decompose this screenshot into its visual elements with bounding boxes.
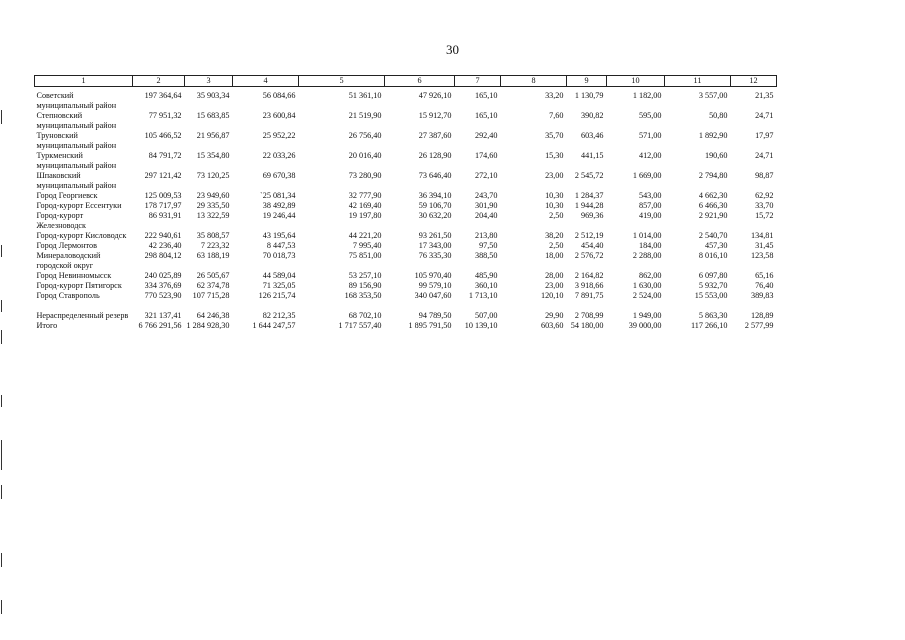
table-cell: 360,10 (474, 281, 498, 290)
table-cell: 93 261,50 (418, 231, 452, 240)
table-cell: 321 137,41 (144, 311, 182, 320)
table-cell: 1 949,00 (632, 311, 662, 320)
margin-mark (1, 300, 2, 312)
table-cell: `25 081,34 (260, 191, 296, 200)
margin-mark (1, 600, 2, 614)
table-cell: 73 120,25 (196, 171, 230, 180)
table-cell: 44 589,04 (262, 271, 296, 280)
table-cell: 15,72 (755, 211, 774, 220)
table-cell: 24,71 (755, 151, 774, 160)
table-cell: 128,89 (750, 311, 774, 320)
header-cell: 9 (566, 76, 606, 87)
margin-mark (1, 110, 2, 124)
table-cell: 105 466,52 (144, 131, 182, 140)
table-cell: 76,40 (755, 281, 774, 290)
row-name: Туркменский муниципальный район (36, 151, 117, 170)
table-cell: 31,45 (755, 241, 774, 250)
margin-mark (1, 440, 2, 470)
table-cell: 8 016,10 (698, 251, 728, 260)
table-cell: 7 891,75 (574, 291, 604, 300)
row-name: Город Ставрополь (36, 291, 100, 300)
table-cell: 32 777,90 (348, 191, 382, 200)
table-cell: 27 387,60 (418, 131, 452, 140)
table-cell: 770 523,90 (144, 291, 182, 300)
table-cell: 2,50 (549, 211, 564, 220)
table-cell: 292,40 (474, 131, 498, 140)
table-cell: 22 033,26 (262, 151, 296, 160)
table-cell: 23 600,84 (262, 111, 296, 120)
table-cell: 38,20 (545, 231, 564, 240)
table-cell: 51 361,10 (348, 91, 382, 100)
table-cell: 123,58 (750, 251, 774, 260)
table-cell: 2 540,70 (698, 231, 728, 240)
table-row (35, 231, 777, 241)
table-cell: 26 128,90 (418, 151, 452, 160)
table-cell: 190,60 (704, 151, 728, 160)
table-cell: 15 912,70 (418, 111, 452, 120)
table-cell: 126 215,74 (258, 291, 296, 300)
table-row (35, 241, 777, 251)
table-cell: 240 025,89 (144, 271, 182, 280)
row-name: Город-курорт Пятигорск (36, 281, 122, 290)
row-name: Город-курорт Ессентуки (36, 201, 122, 210)
table-cell: 419,00 (638, 211, 662, 220)
table-cell: 26 756,40 (348, 131, 382, 140)
table-cell: 243,70 (474, 191, 498, 200)
table-row (35, 211, 777, 231)
table-cell: 1 284,37 (574, 191, 604, 200)
table-cell: 68 702,10 (348, 311, 382, 320)
row-name: Город-курорт Кисловодск (36, 231, 127, 240)
table-cell: 454,40 (580, 241, 604, 250)
table-cell: 105 970,40 (414, 271, 452, 280)
header-cell: 1 (35, 76, 133, 87)
table-cell: 120,10 (540, 291, 564, 300)
table-cell: 24,71 (755, 111, 774, 120)
table-cell: 174,60 (474, 151, 498, 160)
table-cell: 2,50 (549, 241, 564, 250)
row-name: Итого (36, 321, 58, 330)
table-cell: 84 791,72 (148, 151, 182, 160)
table-cell: 1 895 791,50 (408, 321, 452, 330)
table-cell: 485,90 (474, 271, 498, 280)
table-cell: 2 524,00 (632, 291, 662, 300)
header-cell: 11 (664, 76, 730, 87)
table-cell: 75 851,00 (348, 251, 382, 260)
table-cell: 595,00 (638, 111, 662, 120)
table-cell: 1 014,00 (632, 231, 662, 240)
table-cell: 47 926,10 (418, 91, 452, 100)
table-body (35, 87, 777, 332)
table-cell: 43 195,64 (262, 231, 296, 240)
table-cell: 1 644 247,57 (252, 321, 296, 330)
table-cell: 36 394,10 (418, 191, 452, 200)
table-cell: 297 121,42 (144, 171, 182, 180)
table-cell: 64 246,38 (196, 311, 230, 320)
table-cell: 603,46 (580, 131, 604, 140)
table-cell: 19 246,44 (262, 211, 296, 220)
table-cell: 213,80 (474, 231, 498, 240)
table-cell: 73 646,40 (418, 171, 452, 180)
margin-mark (1, 330, 2, 344)
table-cell: 44 221,20 (348, 231, 382, 240)
table-cell: 7 995,40 (352, 241, 382, 250)
row-name: Минераловодский городской округ (36, 251, 101, 270)
table-cell: 571,00 (638, 131, 662, 140)
header-row (35, 76, 777, 87)
table-cell: 42 236,40 (148, 241, 182, 250)
table-cell: 165,10 (474, 111, 498, 120)
table-cell: 969,36 (580, 211, 604, 220)
margin-mark (1, 553, 2, 567)
table-cell: 125 009,53 (144, 191, 182, 200)
table-cell: 2 921,90 (698, 211, 728, 220)
table-cell: 222 940,61 (144, 231, 182, 240)
row-name: Шпаковский муниципальный район (36, 171, 117, 190)
table-row (35, 91, 777, 111)
table-cell: 2 708,99 (574, 311, 604, 320)
table-row (35, 311, 777, 321)
table-cell: 15 354,80 (196, 151, 230, 160)
margin-mark (1, 245, 2, 257)
table-cell: 5 863,30 (698, 311, 728, 320)
table-cell: 30 632,20 (418, 211, 452, 220)
table-cell: 2 512,19 (574, 231, 604, 240)
row-name: Труновский муниципальный район (36, 131, 117, 150)
table-row (35, 281, 777, 291)
table-cell: 334 376,69 (144, 281, 182, 290)
row-name: Город Лермонтов (36, 241, 97, 250)
table-row (35, 251, 777, 271)
table-cell: 98,87 (755, 171, 774, 180)
table-cell: 29,90 (545, 311, 564, 320)
table-cell: 65,16 (755, 271, 774, 280)
header-cell: 7 (454, 76, 500, 87)
table-cell: 7 223,32 (200, 241, 230, 250)
table-cell: 29 335,50 (196, 201, 230, 210)
table-cell: 15 683,85 (196, 111, 230, 120)
margin-mark (1, 395, 2, 407)
table-cell: 1 130,79 (574, 91, 604, 100)
table-cell: 35 903,34 (196, 91, 230, 100)
table-cell: 10 139,10 (464, 321, 498, 330)
row-name: Советский муниципальный район (36, 91, 117, 110)
header-cell: 5 (298, 76, 384, 87)
table-cell: 26 505,67 (196, 271, 230, 280)
row-name: Нераспределенный резерв (36, 311, 129, 320)
table-cell: 10,30 (545, 191, 564, 200)
table-cell: 168 353,50 (344, 291, 382, 300)
table-cell: 28,00 (545, 271, 564, 280)
table-cell: 6 466,30 (698, 201, 728, 210)
table-cell: 301,90 (474, 201, 498, 210)
table-cell: 3 557,00 (698, 91, 728, 100)
table-row (35, 111, 777, 131)
table-cell: 63 188,19 (196, 251, 230, 260)
table-cell: 17,97 (755, 131, 774, 140)
table-cell: 6 766 291,56 (138, 321, 182, 330)
table-cell: 412,00 (638, 151, 662, 160)
table-row (35, 321, 777, 331)
table-header (35, 76, 777, 87)
row-name: Город Георгиевск (36, 191, 98, 200)
row-name: Степновский муниципальный район (36, 111, 117, 130)
table-cell: 13 322,59 (196, 211, 230, 220)
table-cell: 857,00 (638, 201, 662, 210)
header-cell: 6 (384, 76, 454, 87)
table-cell: 184,00 (638, 241, 662, 250)
table-cell: 8 447,53 (266, 241, 296, 250)
table-cell: 7,60 (549, 111, 564, 120)
table-cell: 134,81 (750, 231, 774, 240)
header-cell: 12 (730, 76, 776, 87)
table-cell: 15,30 (545, 151, 564, 160)
table-cell: 42 169,40 (348, 201, 382, 210)
table-cell: 603,60 (540, 321, 564, 330)
table-cell: 62,92 (755, 191, 774, 200)
table-cell: 21 956,87 (196, 131, 230, 140)
table-cell: 23,00 (545, 171, 564, 180)
table-cell: 1 630,00 (632, 281, 662, 290)
table-cell: 6 097,80 (698, 271, 728, 280)
table-cell: 10,30 (545, 201, 564, 210)
table-cell: 89 156,90 (348, 281, 382, 290)
row-name: Город Невинномысск (36, 271, 112, 280)
table-cell: 117 266,10 (690, 321, 728, 330)
spacer-row (35, 301, 777, 311)
table-cell: 457,30 (704, 241, 728, 250)
table-cell: 1 713,10 (468, 291, 498, 300)
table-row (35, 131, 777, 151)
header-cell: 3 (185, 76, 233, 87)
table-cell: 2 545,72 (574, 171, 604, 180)
table-cell: 340 047,60 (414, 291, 452, 300)
table-cell: 272,10 (474, 171, 498, 180)
table-cell: 17 343,00 (418, 241, 452, 250)
budget-table (34, 75, 777, 331)
table-cell: 53 257,10 (348, 271, 382, 280)
table-cell: 1 284 928,30 (186, 321, 230, 330)
table-cell: 441,15 (580, 151, 604, 160)
table-cell: 862,00 (638, 271, 662, 280)
header-cell: 4 (232, 76, 298, 87)
table-cell: 25 952,22 (262, 131, 296, 140)
table-cell: 50,80 (709, 111, 728, 120)
table-cell: 94 789,50 (418, 311, 452, 320)
table-cell: 20 016,40 (348, 151, 382, 160)
table-cell: 33,20 (545, 91, 564, 100)
table-cell: 3 918,66 (574, 281, 604, 290)
table-row (35, 151, 777, 171)
table-cell: 70 018,73 (262, 251, 296, 260)
table-cell: 86 931,91 (148, 211, 182, 220)
table-cell: 5 932,70 (698, 281, 728, 290)
table-cell: 1 892,90 (698, 131, 728, 140)
table-cell: 165,10 (474, 91, 498, 100)
table-cell: 1 717 557,40 (338, 321, 382, 330)
table-cell: 389,83 (750, 291, 774, 300)
table-cell: 2 288,00 (632, 251, 662, 260)
page-number: 30 (446, 42, 459, 57)
table-cell: 1 944,28 (574, 201, 604, 210)
table-cell: 77 951,32 (148, 111, 182, 120)
table-cell: 54 180,00 (570, 321, 604, 330)
table-cell: 71 325,05 (262, 281, 296, 290)
table-cell: 99 579,10 (418, 281, 452, 290)
header-cell: 8 (500, 76, 566, 87)
table-row (35, 171, 777, 191)
table-row (35, 201, 777, 211)
table-cell: 4 662,30 (698, 191, 728, 200)
table-cell: 38 492,89 (262, 201, 296, 210)
table-cell: 35 808,57 (196, 231, 230, 240)
table-cell: 1 669,00 (632, 171, 662, 180)
table-cell: 543,00 (638, 191, 662, 200)
table-cell: 1 182,00 (632, 91, 662, 100)
table-cell: 97,50 (479, 241, 498, 250)
table-cell: 2 577,99 (744, 321, 774, 330)
table-cell: 18,00 (545, 251, 564, 260)
table-cell: 2 576,72 (574, 251, 604, 260)
table-row (35, 291, 777, 301)
table-cell: 23 949,60 (196, 191, 230, 200)
table-cell: 39 000,00 (628, 321, 662, 330)
table-cell: 2 794,80 (698, 171, 728, 180)
table-cell: 507,00 (474, 311, 498, 320)
table-cell: 298 804,12 (144, 251, 182, 260)
table-cell: 23,00 (545, 281, 564, 290)
table-cell: 197 364,64 (144, 91, 182, 100)
table-cell: 69 670,38 (262, 171, 296, 180)
table-cell: 19 197,80 (348, 211, 382, 220)
table-cell: 76 335,30 (418, 251, 452, 260)
table-cell: 2 164,82 (574, 271, 604, 280)
table-row (35, 271, 777, 281)
table-cell: 15 553,00 (694, 291, 728, 300)
header-cell: 2 (133, 76, 185, 87)
margin-mark (1, 485, 2, 499)
table-cell: 35,70 (545, 131, 564, 140)
table-cell: 59 106,70 (418, 201, 452, 210)
table-cell: 107 715,28 (192, 291, 230, 300)
table-cell: 204,40 (474, 211, 498, 220)
table-cell: 62 374,78 (196, 281, 230, 290)
row-name: Город-курорт Железноводск (36, 211, 87, 230)
header-cell: 10 (606, 76, 664, 87)
table-cell: 82 212,35 (262, 311, 296, 320)
table-cell: 73 280,90 (348, 171, 382, 180)
table-cell: 388,50 (474, 251, 498, 260)
table-cell: 33,70 (755, 201, 774, 210)
table-cell: 56 084,66 (262, 91, 296, 100)
table-row (35, 191, 777, 201)
table-cell: 21,35 (755, 91, 774, 100)
table-cell: 390,82 (580, 111, 604, 120)
table-cell: 178 717,97 (144, 201, 182, 210)
table-cell: 21 519,90 (348, 111, 382, 120)
